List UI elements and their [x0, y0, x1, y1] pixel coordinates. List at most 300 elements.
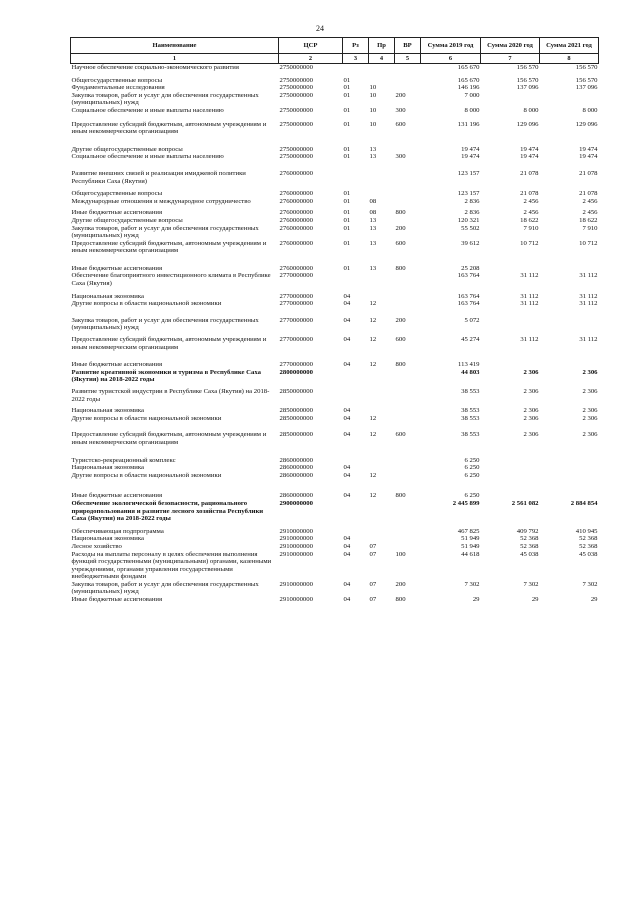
header-csr: ЦСР: [279, 38, 343, 54]
row-pr: 10: [369, 106, 377, 114]
row-sum-2021: 52 368: [579, 542, 598, 550]
table-row: [71, 240, 599, 265]
row-csr: 2850000000: [279, 431, 313, 439]
row-rz: 01: [343, 120, 351, 128]
row-sum-2019: 123 157: [457, 190, 480, 198]
row-sum-2020: 2 306: [523, 388, 539, 395]
row-sum-2021: 7 302: [582, 580, 598, 588]
row-sum-2020: [481, 492, 540, 500]
row-name: Другие вопросы в области национальной экономики: [71, 471, 222, 479]
table-row: [71, 457, 599, 465]
row-sum-2020: 21 078: [520, 169, 539, 177]
table-row: [71, 300, 599, 317]
row-sum-2021: 29: [590, 596, 598, 604]
row-rz: 01: [343, 209, 351, 217]
row-sum-2021: [540, 492, 599, 500]
row-sum-2020: 19 474: [520, 153, 539, 161]
row-csr: 2750000000: [279, 64, 313, 71]
row-csr: 2760000000: [279, 216, 313, 224]
row-pr: 12: [369, 431, 377, 439]
row-name: Иные бюджетные ассигнования: [71, 596, 163, 604]
row-name: Научное обеспечение социально-экономического развития: [71, 64, 239, 71]
row-csr: 2770000000: [279, 300, 313, 308]
row-rz: 04: [343, 464, 351, 472]
row-name: Другие общегосударственные вопросы: [71, 145, 183, 153]
row-csr: 2750000000: [279, 91, 313, 99]
header-rz: Рз: [343, 38, 369, 54]
row-vr: [395, 457, 421, 465]
row-name: Закупка товаров, работ и услуг для обеспечения государственных (муниципальных) нужд: [71, 224, 259, 240]
row-rz: [343, 272, 369, 292]
table-row: [71, 146, 599, 154]
row-vr: 600: [395, 120, 406, 128]
row-sum-2020: [481, 265, 540, 273]
row-vr: [395, 64, 421, 77]
row-csr: 2850000000: [279, 414, 313, 422]
row-name: Общегосударственные вопросы: [71, 76, 163, 84]
row-sum-2021: 31 112: [579, 336, 598, 344]
row-name: Закупка товаров, работ и услуг для обеспечения государственных (муниципальных) нужд: [71, 91, 259, 107]
row-rz: 01: [343, 91, 351, 99]
row-rz: 04: [343, 336, 351, 344]
row-csr: 2910000000: [279, 580, 313, 588]
row-pr: [369, 369, 395, 388]
row-sum-2020: 2 306: [523, 368, 539, 376]
row-csr: 2910000000: [279, 527, 313, 535]
row-name: Предоставление субсидий бюджетным, автономным учреждениям и иным некоммерческим организациям: [71, 431, 267, 446]
row-name: Социальное обеспечение и иные выплаты населению: [71, 106, 224, 114]
row-sum-2019: 38 553: [461, 388, 480, 395]
row-name: Другие вопросы в области национальной экономики: [71, 414, 222, 422]
row-sum-2021: 8 000: [582, 106, 598, 114]
row-sum-2021: 2 456: [582, 209, 598, 217]
row-vr: [395, 190, 421, 198]
row-vr: 300: [395, 106, 406, 114]
row-sum-2021: [540, 464, 599, 472]
row-vr: [395, 84, 421, 92]
table-row: [71, 361, 599, 369]
row-rz: 04: [343, 316, 351, 324]
row-sum-2019: 165 670: [457, 76, 480, 84]
header-number: 1: [71, 54, 279, 64]
row-sum-2020: 10 712: [520, 239, 539, 247]
row-sum-2021: 21 078: [579, 169, 598, 177]
row-vr: 600: [395, 336, 406, 344]
row-sum-2019: 38 553: [461, 431, 480, 439]
row-vr: 800: [395, 492, 406, 500]
row-rz: [343, 457, 369, 465]
row-sum-2021: 156 570: [575, 76, 598, 84]
row-name: Развитие креативной экономики и туризма в Республике Саха (Якутия) на 2018-2022 годы: [71, 368, 261, 384]
row-rz: 01: [343, 216, 351, 224]
row-csr: 2770000000: [279, 336, 313, 344]
row-sum-2020: [481, 457, 540, 465]
row-rz: 01: [343, 224, 351, 232]
header-number: 4: [369, 54, 395, 64]
row-sum-2019: 51 949: [461, 535, 480, 543]
row-sum-2021: 31 112: [579, 292, 598, 300]
row-sum-2021: 2 306: [582, 431, 598, 439]
header-name: Наименование: [71, 38, 279, 54]
row-sum-2020: 19 474: [520, 145, 539, 153]
row-sum-2021: 2 306: [582, 414, 598, 422]
row-sum-2019: 38 553: [461, 407, 480, 415]
header-number: 7: [481, 54, 540, 64]
row-rz: 01: [343, 197, 351, 205]
row-sum-2020: 7 302: [523, 580, 539, 588]
row-pr: 07: [369, 550, 377, 558]
row-sum-2019: 44 618: [461, 550, 480, 558]
row-sum-2019: 39 612: [461, 239, 480, 247]
row-rz: [343, 369, 369, 388]
row-sum-2021: 10 712: [579, 239, 598, 247]
row-csr: 2860000000: [279, 464, 313, 472]
row-name: Расходы на выплаты персоналу в целях обеспечения выполнения функций государственными (муниципальными) органами, казенными учреждениями, органами управления государственными внебюджетными фондами: [71, 550, 272, 581]
row-pr: 08: [369, 209, 377, 217]
table-row: [71, 272, 599, 292]
row-rz: [343, 388, 369, 407]
row-sum-2020: 31 112: [520, 336, 539, 344]
row-pr: [369, 528, 395, 536]
row-rz: 04: [343, 596, 351, 604]
row-sum-2021: 18 622: [579, 216, 598, 224]
row-name: Предоставление субсидий бюджетным, автономным учреждениям и иным некоммерческим организациям: [71, 120, 267, 136]
row-pr: 10: [369, 91, 377, 99]
row-csr: 2760000000: [279, 209, 313, 217]
row-pr: 12: [369, 414, 377, 422]
page-number: 24: [316, 24, 324, 33]
row-pr: [369, 190, 395, 198]
row-vr: 200: [395, 580, 406, 588]
header-number: 6: [421, 54, 481, 64]
row-name: Предоставление субсидий бюджетным, автономным учреждениям и иным некоммерческим организациям: [71, 239, 267, 255]
row-name: Международные отношения и международное сотрудничество: [71, 197, 251, 205]
row-csr: 2760000000: [279, 169, 313, 177]
row-sum-2020: 8 000: [523, 106, 539, 114]
row-name: Фундаментальные исследования: [71, 84, 165, 92]
row-csr: 2910000000: [279, 596, 313, 604]
row-name: Иные бюджетные ассигнования: [71, 361, 163, 369]
row-sum-2020: 18 622: [520, 216, 539, 224]
table-body: [71, 64, 599, 604]
row-sum-2020: 409 792: [516, 527, 539, 535]
row-sum-2020: 31 112: [520, 272, 539, 280]
row-vr: [395, 146, 421, 154]
row-pr: 13: [369, 224, 377, 232]
row-sum-2020: 29: [531, 596, 539, 604]
table-row: [71, 472, 599, 493]
row-name: Национальная экономика: [71, 535, 144, 543]
row-vr: [395, 407, 421, 415]
row-name: Развитие внешних связей и реализация имиджевой политики Республики Саха (Якутия): [71, 169, 246, 185]
row-vr: 100: [395, 550, 406, 558]
row-sum-2020: 45 038: [520, 550, 539, 558]
row-rz: 01: [343, 239, 351, 247]
row-vr: [395, 535, 421, 543]
table-row: [71, 121, 599, 146]
header-pr: Пр: [369, 38, 395, 54]
row-rz: [343, 528, 369, 536]
row-csr: 2760000000: [279, 224, 313, 232]
table-row: [71, 170, 599, 190]
row-sum-2019: 165 670: [457, 64, 480, 71]
row-csr: 2910000000: [279, 542, 313, 550]
table-row: [71, 369, 599, 388]
row-rz: 04: [343, 292, 351, 300]
row-pr: [369, 535, 395, 543]
row-vr: [395, 293, 421, 301]
table-row: [71, 543, 599, 551]
row-vr: [395, 369, 421, 388]
row-sum-2019: 6 250: [464, 471, 480, 479]
row-sum-2019: 25 208: [461, 264, 480, 272]
row-sum-2020: 156 570: [516, 64, 539, 71]
row-sum-2021: [540, 361, 599, 369]
row-rz: 01: [343, 145, 351, 153]
row-sum-2019: 163 764: [457, 272, 480, 280]
row-sum-2021: 137 096: [575, 84, 598, 92]
table-row: [71, 492, 599, 500]
row-sum-2021: 2 306: [582, 368, 598, 376]
row-pr: [369, 170, 395, 190]
row-sum-2019: 19 474: [461, 153, 480, 161]
row-rz: 04: [343, 492, 351, 500]
row-sum-2019: 19 474: [461, 145, 480, 153]
row-rz: 04: [343, 535, 351, 543]
row-rz: 04: [343, 580, 351, 588]
row-name: Обеспечение экологической безопасности, рационального природопользования и развитие лесного хозяйства Республики Саха (Якутия) на 2018-2022 годы: [71, 499, 264, 523]
row-vr: [395, 528, 421, 536]
row-csr: 2750000000: [279, 76, 313, 84]
row-sum-2020: 2 456: [523, 209, 539, 217]
row-vr: 800: [395, 209, 406, 217]
row-name: Закупка товаров, работ и услуг для обеспечения государственных (муниципальных) нужд: [71, 316, 259, 332]
row-csr: 2910000000: [279, 550, 313, 558]
row-rz: 04: [343, 407, 351, 415]
header-number: 8: [540, 54, 599, 64]
row-sum-2019: 7 000: [464, 91, 480, 99]
row-sum-2021: 31 112: [579, 272, 598, 280]
row-rz: 04: [343, 431, 351, 439]
row-name: Другие вопросы в области национальной экономики: [71, 300, 222, 308]
row-sum-2019: 6 250: [464, 492, 480, 500]
row-csr: 2860000000: [279, 492, 313, 500]
row-pr: [369, 293, 395, 301]
table-row: [71, 92, 599, 107]
row-sum-2019: 51 949: [461, 542, 480, 550]
row-rz: 01: [343, 153, 351, 161]
row-pr: 12: [369, 300, 377, 308]
row-csr: 2760000000: [279, 190, 313, 198]
row-rz: 01: [343, 264, 351, 272]
row-sum-2021: 410 945: [575, 527, 598, 535]
table-row: [71, 198, 599, 210]
row-pr: 12: [369, 361, 377, 369]
row-sum-2019: 6 250: [464, 456, 480, 464]
row-sum-2021: 31 112: [579, 300, 598, 308]
table-row: [71, 551, 599, 581]
row-sum-2019: 5 072: [464, 316, 480, 324]
row-name: Национальная экономика: [71, 407, 144, 415]
header-sum-2020: Сумма 2020 год: [481, 38, 540, 54]
row-pr: 13: [369, 145, 377, 153]
table-row: [71, 107, 599, 121]
table-row: [71, 528, 599, 536]
row-sum-2021: 19 474: [579, 145, 598, 153]
table-row: [71, 431, 599, 456]
table-row: [71, 581, 599, 596]
table-row: [71, 464, 599, 472]
row-vr: [395, 472, 421, 493]
header-sum-2019: Сумма 2019 год: [421, 38, 481, 54]
row-sum-2020: 2 456: [523, 197, 539, 205]
row-sum-2019: 2 836: [464, 209, 480, 217]
row-sum-2021: [540, 457, 599, 465]
row-sum-2019: 55 502: [461, 224, 480, 232]
row-csr: 2900000000: [279, 499, 313, 507]
row-sum-2019: 113 419: [458, 361, 480, 369]
table-row: [71, 596, 599, 604]
row-sum-2019: 45 274: [461, 336, 480, 344]
row-csr: 2760000000: [279, 239, 313, 247]
row-sum-2020: 2 561 082: [511, 499, 539, 507]
row-sum-2019: 120 321: [457, 216, 480, 224]
row-rz: 04: [343, 542, 351, 550]
row-vr: [395, 217, 421, 225]
row-pr: 12: [369, 492, 377, 500]
row-sum-2021: 21 078: [579, 190, 598, 198]
row-sum-2020: [481, 472, 540, 493]
row-sum-2021: 2 456: [582, 197, 598, 205]
row-sum-2019: 6 250: [464, 464, 480, 472]
row-csr: 2910000000: [279, 535, 313, 543]
row-pr: 13: [369, 239, 377, 247]
table-row: [71, 293, 599, 301]
row-sum-2019: 8 000: [464, 106, 480, 114]
table-row: [71, 407, 599, 415]
row-rz: [343, 64, 369, 77]
row-sum-2020: [481, 464, 540, 472]
row-csr: 2750000000: [279, 84, 313, 92]
row-rz: 04: [343, 471, 351, 479]
row-sum-2019: 467 825: [457, 527, 480, 535]
row-pr: [369, 500, 395, 528]
row-vr: [395, 500, 421, 528]
row-vr: [395, 543, 421, 551]
row-vr: [395, 272, 421, 292]
row-pr: 12: [369, 336, 377, 344]
budget-table: [70, 37, 599, 604]
row-pr: [369, 77, 395, 85]
row-rz: [343, 170, 369, 190]
row-sum-2019: 163 764: [457, 300, 480, 308]
row-vr: 200: [395, 224, 406, 232]
row-pr: 07: [369, 596, 377, 604]
row-rz: 01: [343, 190, 351, 198]
row-name: Иные бюджетные ассигнования: [71, 492, 163, 500]
row-rz: 04: [343, 550, 351, 558]
table-row: [71, 77, 599, 85]
table-row: [71, 153, 599, 170]
row-csr: 2850000000: [279, 388, 313, 395]
row-vr: [395, 198, 421, 210]
row-name: Национальная экономика: [71, 292, 144, 300]
row-csr: 2860000000: [279, 471, 313, 479]
table-row: [71, 64, 599, 77]
row-vr: 800: [395, 264, 406, 272]
row-sum-2020: 2 306: [523, 407, 539, 415]
row-pr: [369, 457, 395, 465]
row-csr: 2750000000: [279, 153, 313, 161]
header-sum-2021: Сумма 2021 год: [540, 38, 599, 54]
row-sum-2020: 52 368: [520, 542, 539, 550]
row-vr: [395, 77, 421, 85]
row-rz: 04: [343, 300, 351, 308]
row-sum-2020: 137 096: [516, 84, 539, 92]
header-vr: ВР: [395, 38, 421, 54]
row-vr: [395, 464, 421, 472]
row-sum-2021: 52 368: [579, 535, 598, 543]
row-sum-2021: 2 884 854: [570, 499, 598, 507]
row-sum-2019: 2 836: [464, 197, 480, 205]
header-number: 5: [395, 54, 421, 64]
row-pr: 13: [369, 153, 377, 161]
row-vr: 600: [395, 239, 406, 247]
row-sum-2019: 44 803: [461, 368, 480, 376]
row-rz: 01: [343, 106, 351, 114]
row-sum-2021: 7 910: [582, 224, 598, 232]
row-pr: 13: [369, 264, 377, 272]
row-sum-2019: 163 764: [457, 292, 480, 300]
row-csr: 2750000000: [279, 145, 313, 153]
row-pr: 08: [369, 197, 377, 205]
row-sum-2020: [481, 361, 540, 369]
row-sum-2019: 131 196: [457, 120, 480, 128]
row-pr: 10: [369, 120, 377, 128]
row-sum-2020: 2 306: [523, 431, 539, 439]
row-name: Социальное обеспечение и иные выплаты населению: [71, 153, 224, 161]
row-name: Иные бюджетные ассигнования: [71, 264, 163, 272]
row-csr: 2750000000: [279, 106, 313, 114]
row-pr: [369, 272, 395, 292]
row-sum-2020: 7 910: [523, 224, 539, 232]
row-pr: 13: [369, 216, 377, 224]
row-pr: [369, 464, 395, 472]
row-csr: 2850000000: [279, 407, 313, 415]
row-sum-2019: 123 157: [457, 169, 480, 177]
table-row: [71, 317, 599, 336]
row-sum-2020: 31 112: [520, 292, 539, 300]
row-name: Обеспечение благоприятного инвестиционного климата в Республике Саха (Якутия): [71, 272, 271, 288]
row-sum-2019: 2 445 899: [452, 499, 480, 507]
row-sum-2019: 38 553: [461, 414, 480, 422]
row-csr: 2760000000: [279, 264, 313, 272]
row-sum-2021: 19 474: [579, 153, 598, 161]
row-vr: [395, 170, 421, 190]
row-vr: [395, 415, 421, 432]
row-sum-2020: 156 570: [516, 76, 539, 84]
row-csr: 2860000000: [279, 456, 313, 464]
row-pr: 12: [369, 471, 377, 479]
row-sum-2020: [481, 317, 540, 336]
table-row: [71, 217, 599, 225]
row-sum-2020: 129 096: [516, 120, 539, 128]
row-rz: [343, 500, 369, 528]
row-sum-2021: [540, 317, 599, 336]
row-vr: 600: [395, 431, 406, 439]
row-pr: [369, 407, 395, 415]
row-rz: 04: [343, 414, 351, 422]
